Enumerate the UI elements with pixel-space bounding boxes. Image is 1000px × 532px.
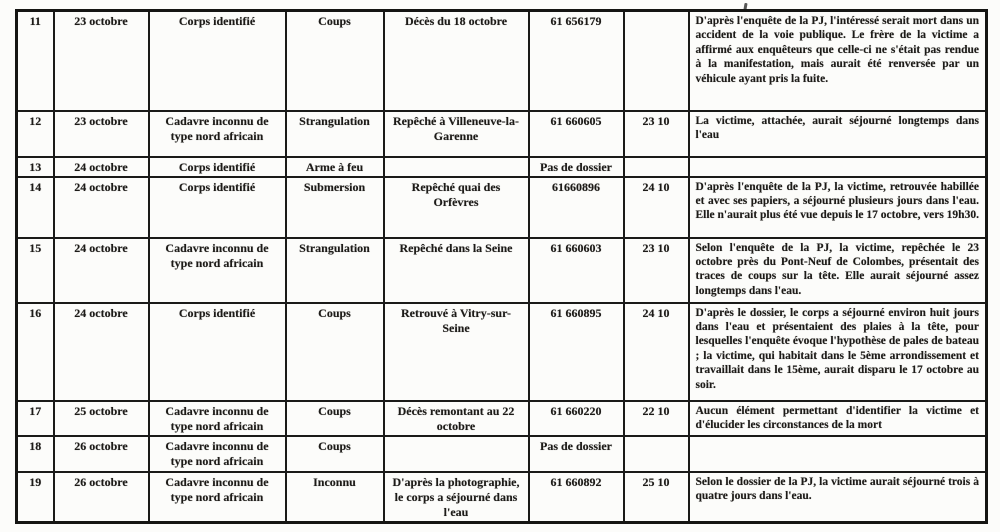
cell-cause-of-death: Strangulation	[286, 238, 384, 303]
cell-observations: D'après l'enquête de la PJ, l'intéressé serait mort dans un accident de la voie publique. Le frère de la victime a affirmé aux enquêteurs que celle-ci ne s'était pas rendue à la manifestation, mais aurait été renversée par un véhicule ayant pris la fuite.	[689, 11, 987, 111]
cell-body-identification: Cadavre inconnu de type nord africain	[149, 472, 286, 523]
cell-circumstances: D'après la photographie, le corps a séjourné dans l'eau	[384, 472, 529, 523]
cell-discovery-date: 23 octobre	[54, 111, 149, 157]
cell-circumstances: Repêché quai des Orfèvres	[384, 177, 529, 238]
cell-discovery-date: 23 octobre	[54, 11, 149, 111]
cell-observations	[689, 436, 987, 472]
cell-dossier-number: 61 660605	[529, 111, 624, 157]
cell-dossier-date	[624, 11, 689, 111]
cell-dossier-number: 61 660895	[529, 303, 624, 401]
cell-index: 11	[17, 11, 54, 111]
investigation-table	[15, 9, 988, 524]
cell-dossier-date: 24 10	[624, 303, 689, 401]
table-row	[17, 238, 987, 303]
cell-body-identification: Corps identifié	[149, 11, 286, 111]
cell-index: 15	[17, 238, 54, 303]
cell-body-identification: Cadavre inconnu de type nord africain	[149, 111, 286, 157]
cell-index: 13	[17, 157, 54, 177]
cell-index: 16	[17, 303, 54, 401]
cell-circumstances: Décès remontant au 22 octobre	[384, 401, 529, 436]
cell-discovery-date: 24 octobre	[54, 177, 149, 238]
cell-cause-of-death: Strangulation	[286, 111, 384, 157]
cell-cause-of-death: Arme à feu	[286, 157, 384, 177]
cell-index: 14	[17, 177, 54, 238]
cell-discovery-date: 26 octobre	[54, 436, 149, 472]
cell-observations: Selon l'enquête de la PJ, la victime, repêchée le 23 octobre près du Pont-Neuf de Colombes, présentait des traces de coups sur la tête. Elle aurait séjourné assez longtemps dans l'eau.	[689, 238, 987, 303]
cell-circumstances: Décès du 18 octobre	[384, 11, 529, 111]
table-row	[17, 472, 987, 523]
table-row	[17, 436, 987, 472]
cell-observations: Aucun élément permettant d'identifier la victime et d'élucider les circonstances de la mort	[689, 401, 987, 436]
cell-circumstances: Repêché dans la Seine	[384, 238, 529, 303]
cell-cause-of-death: Coups	[286, 436, 384, 472]
cell-cause-of-death: Coups	[286, 11, 384, 111]
cell-circumstances	[384, 157, 529, 177]
cell-cause-of-death: Coups	[286, 303, 384, 401]
cell-observations	[689, 157, 987, 177]
cell-cause-of-death: Inconnu	[286, 472, 384, 523]
cell-body-identification: Corps identifié	[149, 303, 286, 401]
cell-observations: La victime, attachée, aurait séjourné longtemps dans l'eau	[689, 111, 987, 157]
cell-index: 18	[17, 436, 54, 472]
cell-dossier-number: 61660896	[529, 177, 624, 238]
table-row	[17, 157, 987, 177]
cell-dossier-number: 61 660603	[529, 238, 624, 303]
cell-cause-of-death: Submersion	[286, 177, 384, 238]
cell-index: 19	[17, 472, 54, 523]
cell-dossier-number: Pas de dossier	[529, 436, 624, 472]
cell-dossier-number: 61 656179	[529, 11, 624, 111]
cell-dossier-date	[624, 436, 689, 472]
cell-dossier-date: 23 10	[624, 238, 689, 303]
cell-circumstances	[384, 436, 529, 472]
table-row	[17, 303, 987, 401]
cell-dossier-number: 61 660892	[529, 472, 624, 523]
cell-body-identification: Cadavre inconnu de type nord africain	[149, 401, 286, 436]
cell-discovery-date: 24 octobre	[54, 157, 149, 177]
cell-observations: Selon le dossier de la PJ, la victime aurait séjourné trois à quatre jours dans l'eau.	[689, 472, 987, 523]
cell-body-identification: Cadavre inconnu de type nord africain	[149, 238, 286, 303]
cell-cause-of-death: Coups	[286, 401, 384, 436]
cell-discovery-date: 25 octobre	[54, 401, 149, 436]
table-row	[17, 11, 987, 111]
cell-dossier-date: 24 10	[624, 177, 689, 238]
cell-index: 17	[17, 401, 54, 436]
cell-circumstances: Repêché à Villeneuve-la-Garenne	[384, 111, 529, 157]
cell-body-identification: Cadavre inconnu de type nord africain	[149, 436, 286, 472]
cell-dossier-date	[624, 157, 689, 177]
cell-dossier-date: 25 10	[624, 472, 689, 523]
cell-circumstances: Retrouvé à Vitry-sur-Seine	[384, 303, 529, 401]
cell-body-identification: Corps identifié	[149, 177, 286, 238]
cell-dossier-date: 22 10	[624, 401, 689, 436]
cell-index: 12	[17, 111, 54, 157]
cell-observations: D'après l'enquête de la PJ, la victime, retrouvée habillée et avec ses papiers, a séjourné plusieurs jours dans l'eau. Elle n'aurait plus été vue depuis le 17 octobre, vers 19h30.	[689, 177, 987, 238]
table-row	[17, 111, 987, 157]
cell-body-identification: Corps identifié	[149, 157, 286, 177]
cell-dossier-date: 23 10	[624, 111, 689, 157]
cell-discovery-date: 26 octobre	[54, 472, 149, 523]
cell-discovery-date: 24 octobre	[54, 238, 149, 303]
cell-dossier-number: Pas de dossier	[529, 157, 624, 177]
cell-observations: D'après le dossier, le corps a séjourné environ huit jours dans l'eau et présentaient des plaies à la tête, pour lesquelles l'enquête évoque l'hypothèse de pales de bateau ; la victime, qui habitait dans le 5ème arrondissement et travaillait dans le 15ème, aurait disparu le 17 octobre au soir.	[689, 303, 987, 401]
cell-discovery-date: 24 octobre	[54, 303, 149, 401]
table-row	[17, 401, 987, 436]
cell-dossier-number: 61 660220	[529, 401, 624, 436]
table-row	[17, 177, 987, 238]
